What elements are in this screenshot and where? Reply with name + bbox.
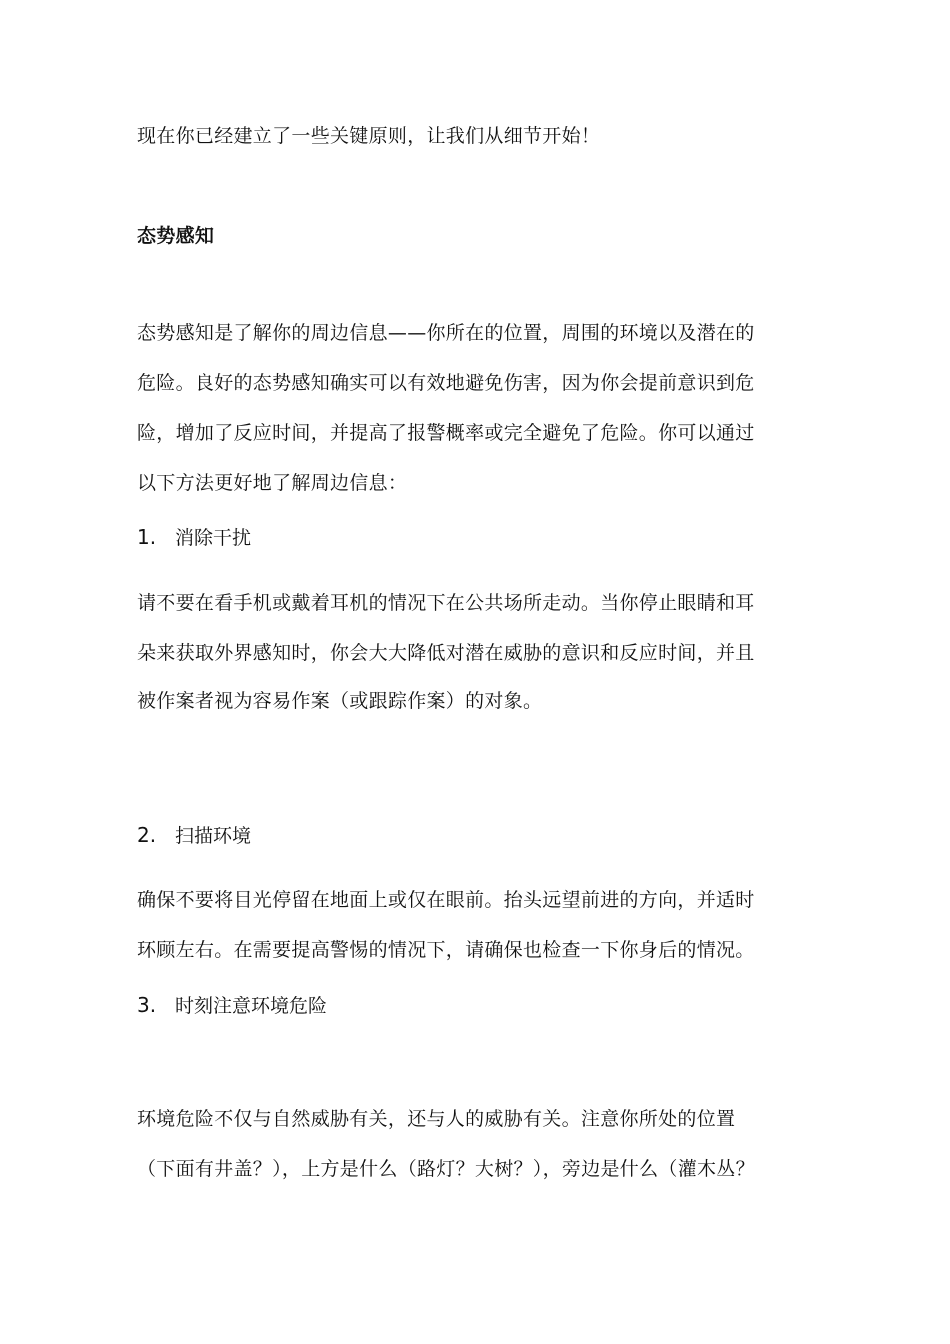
paragraph-line: 确保不要将目光停留在地面上或仅在眼前。抬头远望前进的方向，并适时 [137,889,755,911]
paragraph-line: 环境危险不仅与自然威胁有关，还与人的威胁有关。注意你所处的位置 [137,1108,736,1130]
list-item-title: 时刻注意环境危险 [175,995,328,1017]
list-item-number: 2. [137,823,157,847]
paragraph-line: 请不要在看手机或戴着耳机的情况下在公共场所走动。当你停止眼睛和耳 [137,592,755,614]
intro-text: 现在你已经建立了一些关键原则，让我们从细节开始！ [137,125,601,147]
list-item-title: 扫描环境 [175,825,252,847]
list-item-heading [137,525,251,550]
list-item-heading [137,993,327,1018]
paragraph-line: 危险。良好的态势感知确实可以有效地避免伤害，因为你会提前意识到危 [137,372,755,394]
paragraph-line: （下面有井盖？），上方是什么（路灯？大树？），旁边是什么（灌木丛？ [137,1158,755,1180]
paragraph-line: 朵来获取外界感知时，你会大大降低对潜在威胁的意识和反应时间，并且 [137,642,755,664]
list-item-heading [137,823,251,848]
paragraph-line: 环顾左右。在需要提高警惕的情况下，请确保也检查一下你身后的情况。 [137,939,755,961]
list-item-number: 3. [137,993,157,1017]
paragraph-line: 以下方法更好地了解周边信息： [137,472,408,494]
section-title: 态势感知 [137,225,215,247]
paragraph-line: 态势感知是了解你的周边信息——你所在的位置，周围的环境以及潜在的 [137,322,755,344]
list-item-number: 1. [137,525,157,549]
paragraph-line: 险，增加了反应时间，并提高了报警概率或完全避免了危险。你可以通过 [137,422,755,444]
list-item-title: 消除干扰 [175,527,252,549]
paragraph-line: 被作案者视为容易作案（或跟踪作案）的对象。 [137,690,543,712]
